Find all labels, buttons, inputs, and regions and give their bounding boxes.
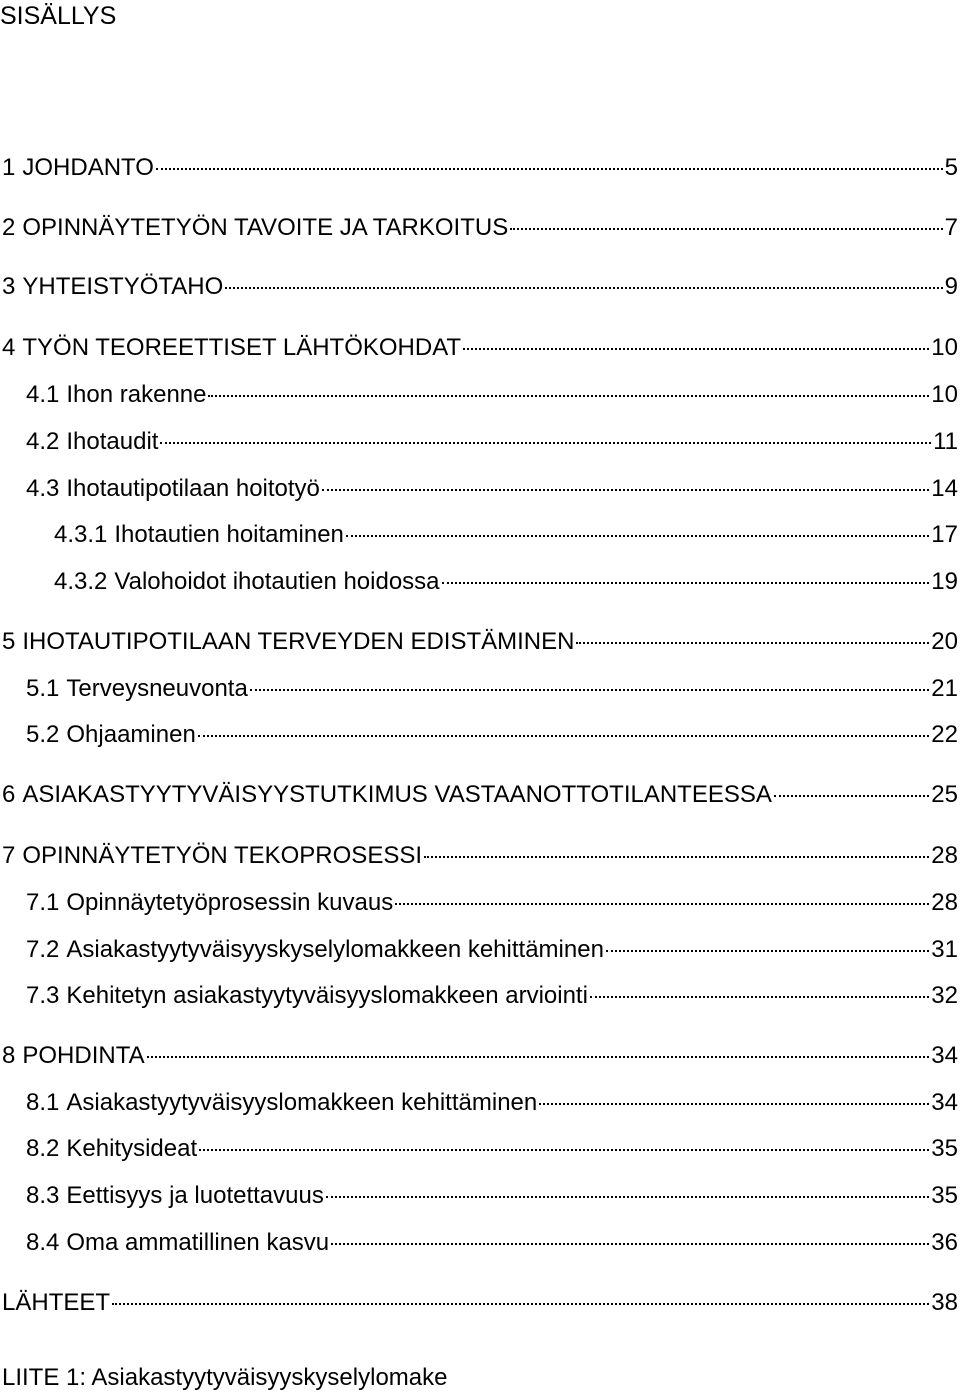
toc-entry-title: Asiakastyytyväisyyskyselylomakkeen kehittäminen: [66, 936, 604, 963]
toc-dot-leader: [510, 228, 942, 230]
toc-entry: [26, 380, 958, 410]
toc-entry: [2, 1041, 958, 1071]
toc-entry-page: 32: [931, 982, 958, 1009]
toc-entry-title: Oma ammatillinen kasvu: [66, 1229, 330, 1256]
toc-entry: [54, 520, 958, 550]
toc-entry-number: 5.2: [26, 721, 60, 748]
toc-entry-page: 11: [933, 428, 958, 455]
toc-entry-title: ASIAKASTYYTYVÄISYYSTUTKIMUS VASTAANOTTOTILANTEESSA: [22, 781, 772, 808]
toc-dot-leader: [147, 1056, 930, 1058]
toc-entry-number: 4.2: [26, 428, 60, 455]
toc-entry-number: 4.1: [26, 381, 60, 408]
toc-entry-page: 36: [931, 1229, 958, 1256]
toc-dot-leader: [198, 735, 930, 737]
toc-entry-title: Terveysneuvonta: [66, 675, 248, 702]
toc-entry-number: 1: [2, 154, 16, 181]
appendix-entry: LIITE 1: Asiakastyytyväisyyskyselylomake: [2, 1364, 448, 1391]
toc-entry: [2, 333, 958, 363]
toc-dot-leader: [160, 442, 931, 444]
toc-dot-leader: [590, 996, 929, 998]
toc-dot-leader: [326, 1196, 929, 1198]
toc-dot-leader: [322, 489, 929, 491]
toc-entry-page: 10: [931, 334, 958, 361]
toc-entry-number: 8.2: [26, 1135, 60, 1162]
toc-entry-page: 19: [931, 568, 958, 595]
toc-dot-leader: [156, 168, 943, 170]
toc-dot-leader: [250, 689, 929, 691]
toc-dot-leader: [199, 1149, 929, 1151]
toc-dot-leader: [208, 395, 929, 397]
toc-entry-number: 4.3.1: [54, 521, 108, 548]
toc-entry-page: 35: [931, 1135, 958, 1162]
toc-dot-leader: [463, 348, 929, 350]
toc-entry-number: 4: [2, 334, 16, 361]
toc-dot-leader: [442, 582, 930, 584]
toc-entry-page: 28: [931, 889, 958, 916]
toc-entry-title: TYÖN TEOREETTISET LÄHTÖKOHDAT: [22, 334, 462, 361]
toc-entry-number: 4.3.2: [54, 568, 108, 595]
toc-entry-title: Kehitysideat: [66, 1135, 198, 1162]
toc-dot-leader: [395, 903, 929, 905]
toc-entry-title: YHTEISTYÖTAHO: [22, 273, 224, 300]
toc-entry-page: 21: [931, 675, 958, 702]
toc-entry-number: 6: [2, 781, 16, 808]
toc-entry-title: JOHDANTO: [22, 154, 154, 181]
toc-entry-title: POHDINTA: [22, 1042, 145, 1069]
toc-entry: [26, 474, 958, 504]
toc-entry: [2, 153, 958, 183]
toc-entry-title: Kehitetyn asiakastyytyväisyyslomakkeen arviointi: [66, 982, 588, 1009]
toc-entry-page: 35: [931, 1182, 958, 1209]
toc-entry-number: 7.1: [26, 889, 60, 916]
toc-entry: [2, 780, 958, 810]
toc-entry: [26, 1181, 958, 1211]
toc-entry-title: Ohjaaminen: [66, 721, 196, 748]
toc-entry-title: Ihotautien hoitaminen: [114, 521, 344, 548]
toc-entry: [26, 1134, 958, 1164]
toc-entry-title: Ihotaudit: [66, 428, 159, 455]
toc-entry: [26, 888, 958, 918]
toc-dot-leader: [606, 950, 929, 952]
toc-entry-title: Eettisyys ja luotettavuus: [66, 1182, 324, 1209]
toc-entry-title: Opinnäytetyöprosessin kuvaus: [66, 889, 394, 916]
toc-entry-page: 38: [931, 1289, 958, 1316]
toc-entry: [26, 674, 958, 704]
toc-entry-page: 28: [931, 842, 958, 869]
toc-entry-page: 14: [931, 475, 958, 502]
toc-entry-number: 7.2: [26, 936, 60, 963]
page-title: SISÄLLYS: [0, 2, 117, 30]
toc-entry-page: 9: [944, 273, 958, 300]
toc-entry-page: 5: [944, 154, 958, 181]
toc-entry-number: 8.3: [26, 1182, 60, 1209]
toc-entry-page: 22: [931, 721, 958, 748]
toc-entry: [26, 981, 958, 1011]
toc-entry: [26, 1088, 958, 1118]
toc-entry-page: 25: [931, 781, 958, 808]
toc-entry: [2, 627, 958, 657]
toc-entry-title: Ihotautipotilaan hoitotyö: [66, 475, 320, 502]
toc-entry: [26, 935, 958, 965]
toc-entry-title: LÄHTEET: [2, 1289, 111, 1316]
toc-entry-number: 2: [2, 214, 16, 241]
toc-dot-leader: [331, 1243, 929, 1245]
toc-dot-leader: [774, 795, 929, 797]
toc-entry-number: 3: [2, 273, 16, 300]
toc-entry: [26, 1228, 958, 1258]
toc-entry-page: 10: [931, 381, 958, 408]
toc-entry: [54, 567, 958, 597]
toc-dot-leader: [225, 287, 942, 289]
toc-entry: [2, 213, 958, 243]
toc-entry-page: 7: [944, 214, 958, 241]
toc-entry-page: 31: [931, 936, 958, 963]
toc-entry: [26, 720, 958, 750]
toc-entry-number: 5.1: [26, 675, 60, 702]
toc-entry-page: 34: [931, 1089, 958, 1116]
toc-dot-leader: [576, 642, 929, 644]
toc-dot-leader: [112, 1303, 929, 1305]
toc-entry-page: 20: [931, 628, 958, 655]
toc-entry-number: 8.4: [26, 1229, 60, 1256]
toc-entry: [2, 1288, 958, 1318]
toc-entry-number: 7.3: [26, 982, 60, 1009]
toc-entry-title: Valohoidot ihotautien hoidossa: [114, 568, 440, 595]
toc-dot-leader: [346, 535, 929, 537]
toc-entry-title: Ihon rakenne: [66, 381, 207, 408]
toc-dot-leader: [539, 1103, 929, 1105]
toc-entry-number: 8.1: [26, 1089, 60, 1116]
toc-entry-number: 7: [2, 842, 16, 869]
toc-entry-title: Asiakastyytyväisyyslomakkeen kehittäminen: [66, 1089, 538, 1116]
toc-entry-title: OPINNÄYTETYÖN TEKOPROSESSI: [22, 842, 423, 869]
toc-entry-page: 17: [931, 521, 958, 548]
toc-entry-page: 34: [931, 1042, 958, 1069]
toc-entry-number: 8: [2, 1042, 16, 1069]
toc-entry-title: IHOTAUTIPOTILAAN TERVEYDEN EDISTÄMINEN: [22, 628, 575, 655]
toc-entry-number: 4.3: [26, 475, 60, 502]
toc-entry-title: OPINNÄYTETYÖN TAVOITE JA TARKOITUS: [22, 214, 509, 241]
toc-entry-number: 5: [2, 628, 16, 655]
toc-entry: [2, 841, 958, 871]
toc-entry: [2, 272, 958, 302]
toc-entry: [26, 427, 958, 457]
toc-dot-leader: [424, 856, 929, 858]
